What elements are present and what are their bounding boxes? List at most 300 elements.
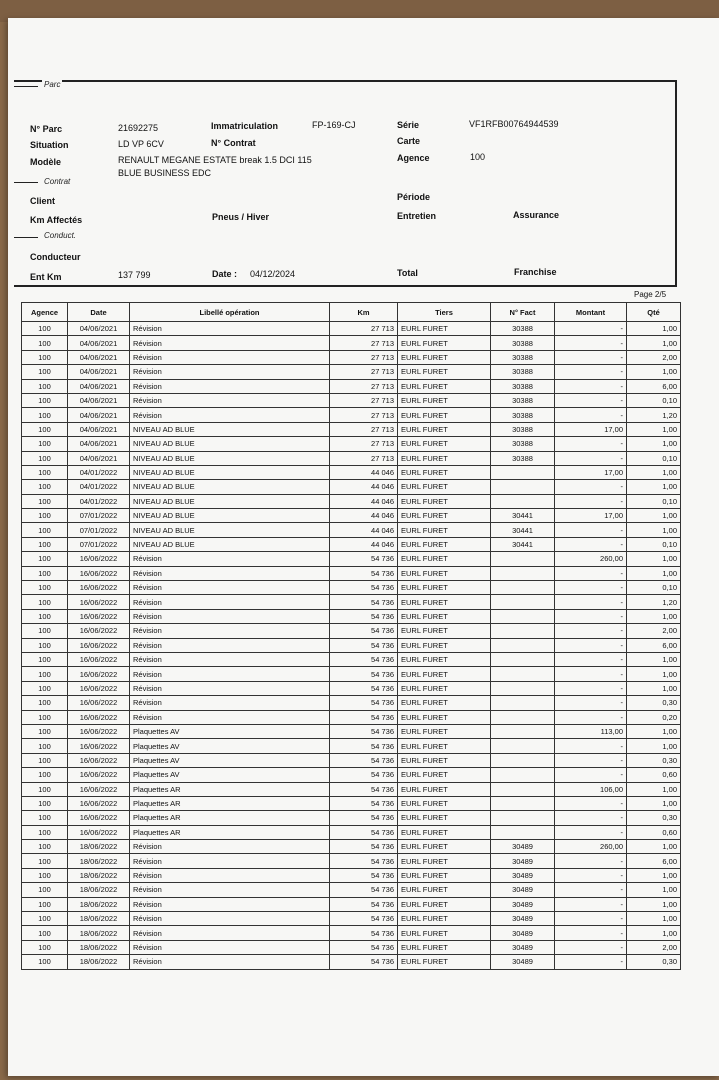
cell-montant: - xyxy=(555,796,627,810)
cell-qte: 1,00 xyxy=(627,422,681,436)
table-row xyxy=(22,595,681,609)
cell-date: 16/06/2022 xyxy=(68,811,130,825)
cell-tiers: EURL FURET xyxy=(398,940,491,954)
cell-qte: 1,00 xyxy=(627,437,681,451)
cell-agence: 100 xyxy=(22,652,68,666)
cell-tiers: EURL FURET xyxy=(398,840,491,854)
cell-montant: 17,00 xyxy=(555,465,627,479)
section-conduct-label: Conduct. xyxy=(44,231,77,240)
cell-montant: - xyxy=(555,609,627,623)
cell-tiers: EURL FURET xyxy=(398,811,491,825)
cell-qte: 2,00 xyxy=(627,624,681,638)
cell-libelle: Révision xyxy=(130,940,330,954)
cell-libelle: Révision xyxy=(130,552,330,566)
cell-libelle: Révision xyxy=(130,897,330,911)
cell-qte: 1,00 xyxy=(627,480,681,494)
client-label: Client xyxy=(30,196,56,206)
cell-qte: 2,00 xyxy=(627,350,681,364)
cell-date: 04/06/2021 xyxy=(68,393,130,407)
cell-date: 18/06/2022 xyxy=(68,883,130,897)
cell-no-fact: 30489 xyxy=(491,955,555,969)
cell-qte: 1,00 xyxy=(627,883,681,897)
cell-agence: 100 xyxy=(22,926,68,940)
cell-qte: 1,00 xyxy=(627,724,681,738)
cell-date: 04/06/2021 xyxy=(68,350,130,364)
section-conduct-line xyxy=(14,237,38,238)
cell-agence: 100 xyxy=(22,480,68,494)
cell-km: 27 713 xyxy=(330,408,398,422)
cell-libelle: NIVEAU AD BLUE xyxy=(130,537,330,551)
cell-no-fact xyxy=(491,624,555,638)
cell-km: 54 736 xyxy=(330,753,398,767)
cell-montant: - xyxy=(555,494,627,508)
cell-libelle: Révision xyxy=(130,696,330,710)
cell-montant: - xyxy=(555,912,627,926)
cell-qte: 0,10 xyxy=(627,537,681,551)
cell-no-fact xyxy=(491,796,555,810)
cell-km: 27 713 xyxy=(330,336,398,350)
cell-agence: 100 xyxy=(22,638,68,652)
col-header-montant: Montant xyxy=(555,303,627,322)
cell-montant: 113,00 xyxy=(555,724,627,738)
cell-tiers: EURL FURET xyxy=(398,437,491,451)
cell-agence: 100 xyxy=(22,365,68,379)
cell-tiers: EURL FURET xyxy=(398,322,491,336)
cell-date: 18/06/2022 xyxy=(68,926,130,940)
table-row xyxy=(22,868,681,882)
cell-tiers: EURL FURET xyxy=(398,868,491,882)
cell-no-fact xyxy=(491,782,555,796)
cell-date: 16/06/2022 xyxy=(68,624,130,638)
agence-label: Agence xyxy=(397,153,430,163)
cell-tiers: EURL FURET xyxy=(398,883,491,897)
cell-date: 16/06/2022 xyxy=(68,710,130,724)
cell-montant: - xyxy=(555,667,627,681)
cell-km: 44 046 xyxy=(330,537,398,551)
cell-no-fact xyxy=(491,768,555,782)
table-row xyxy=(22,422,681,436)
cell-montant: - xyxy=(555,638,627,652)
cell-qte: 1,20 xyxy=(627,408,681,422)
cell-date: 04/06/2021 xyxy=(68,336,130,350)
cell-no-fact xyxy=(491,566,555,580)
cell-no-fact xyxy=(491,681,555,695)
cell-agence: 100 xyxy=(22,825,68,839)
cell-km: 54 736 xyxy=(330,883,398,897)
col-header-km: Km xyxy=(330,303,398,322)
cell-libelle: Révision xyxy=(130,912,330,926)
cell-libelle: NIVEAU AD BLUE xyxy=(130,451,330,465)
cell-qte: 6,00 xyxy=(627,379,681,393)
cell-montant: - xyxy=(555,408,627,422)
cell-qte: 1,00 xyxy=(627,552,681,566)
cell-agence: 100 xyxy=(22,336,68,350)
cell-km: 27 713 xyxy=(330,350,398,364)
cell-montant: - xyxy=(555,652,627,666)
cell-km: 54 736 xyxy=(330,595,398,609)
cell-date: 16/06/2022 xyxy=(68,696,130,710)
cell-montant: 17,00 xyxy=(555,422,627,436)
cell-agence: 100 xyxy=(22,868,68,882)
cell-tiers: EURL FURET xyxy=(398,595,491,609)
cell-montant: - xyxy=(555,595,627,609)
cell-no-fact xyxy=(491,739,555,753)
date-label: Date : xyxy=(212,269,238,279)
cell-qte: 1,00 xyxy=(627,365,681,379)
cell-agence: 100 xyxy=(22,437,68,451)
cell-km: 54 736 xyxy=(330,566,398,580)
cell-libelle: NIVEAU AD BLUE xyxy=(130,509,330,523)
cell-km: 54 736 xyxy=(330,581,398,595)
cell-montant: - xyxy=(555,926,627,940)
cell-montant: - xyxy=(555,537,627,551)
cell-no-fact: 30489 xyxy=(491,868,555,882)
cell-libelle: Révision xyxy=(130,638,330,652)
cell-libelle: NIVEAU AD BLUE xyxy=(130,437,330,451)
cell-agence: 100 xyxy=(22,897,68,911)
cell-tiers: EURL FURET xyxy=(398,825,491,839)
cell-tiers: EURL FURET xyxy=(398,537,491,551)
page-number: Page 2/5 xyxy=(634,290,667,299)
cell-montant: - xyxy=(555,523,627,537)
modele-value-line1: RENAULT MEGANE ESTATE break 1.5 DCI 115 xyxy=(118,155,312,165)
franchise-label: Franchise xyxy=(514,267,557,277)
table-row xyxy=(22,624,681,638)
cell-libelle: Plaquettes AR xyxy=(130,782,330,796)
cell-montant: - xyxy=(555,825,627,839)
cell-agence: 100 xyxy=(22,811,68,825)
cell-km: 54 736 xyxy=(330,912,398,926)
cell-qte: 0,10 xyxy=(627,581,681,595)
cell-no-fact: 30388 xyxy=(491,408,555,422)
cell-montant: - xyxy=(555,868,627,882)
cell-libelle: NIVEAU AD BLUE xyxy=(130,422,330,436)
cell-km: 54 736 xyxy=(330,940,398,954)
cell-agence: 100 xyxy=(22,696,68,710)
table-row xyxy=(22,840,681,854)
pneus-hiver-label: Pneus / Hiver xyxy=(212,212,270,222)
cell-no-fact xyxy=(491,581,555,595)
serie-value: VF1RFB00764944539 xyxy=(469,119,559,129)
cell-qte: 2,00 xyxy=(627,940,681,954)
cell-tiers: EURL FURET xyxy=(398,480,491,494)
cell-tiers: EURL FURET xyxy=(398,336,491,350)
cell-qte: 1,00 xyxy=(627,465,681,479)
cell-qte: 0,20 xyxy=(627,710,681,724)
cell-date: 16/06/2022 xyxy=(68,768,130,782)
cell-no-fact xyxy=(491,667,555,681)
cell-tiers: EURL FURET xyxy=(398,782,491,796)
table-row xyxy=(22,537,681,551)
cell-montant: - xyxy=(555,883,627,897)
cell-agence: 100 xyxy=(22,465,68,479)
cell-tiers: EURL FURET xyxy=(398,739,491,753)
ent-km-label: Ent Km xyxy=(30,272,62,282)
cell-no-fact: 30441 xyxy=(491,523,555,537)
cell-qte: 1,00 xyxy=(627,509,681,523)
cell-libelle: Révision xyxy=(130,350,330,364)
cell-no-fact: 30388 xyxy=(491,437,555,451)
cell-km: 54 736 xyxy=(330,897,398,911)
cell-libelle: Révision xyxy=(130,624,330,638)
cell-date: 16/06/2022 xyxy=(68,609,130,623)
cell-montant: 260,00 xyxy=(555,840,627,854)
cell-agence: 100 xyxy=(22,581,68,595)
table-row xyxy=(22,753,681,767)
table-row xyxy=(22,696,681,710)
cell-montant: - xyxy=(555,379,627,393)
cell-qte: 1,20 xyxy=(627,595,681,609)
table-row xyxy=(22,825,681,839)
cell-agence: 100 xyxy=(22,408,68,422)
cell-libelle: Révision xyxy=(130,322,330,336)
cell-agence: 100 xyxy=(22,883,68,897)
cell-agence: 100 xyxy=(22,566,68,580)
cell-agence: 100 xyxy=(22,609,68,623)
cell-agence: 100 xyxy=(22,667,68,681)
cell-km: 44 046 xyxy=(330,494,398,508)
cell-libelle: Révision xyxy=(130,652,330,666)
table-row xyxy=(22,350,681,364)
entretien-label: Entretien xyxy=(397,211,437,221)
cell-qte: 1,00 xyxy=(627,840,681,854)
cell-km: 54 736 xyxy=(330,667,398,681)
cell-tiers: EURL FURET xyxy=(398,552,491,566)
cell-agence: 100 xyxy=(22,724,68,738)
table-row xyxy=(22,883,681,897)
cell-qte: 1,00 xyxy=(627,652,681,666)
cell-libelle: Révision xyxy=(130,365,330,379)
cell-tiers: EURL FURET xyxy=(398,581,491,595)
cell-montant: - xyxy=(555,811,627,825)
cell-agence: 100 xyxy=(22,854,68,868)
table-row xyxy=(22,437,681,451)
table-row xyxy=(22,480,681,494)
cell-no-fact: 30441 xyxy=(491,537,555,551)
immatriculation-label: Immatriculation xyxy=(211,121,279,131)
cell-km: 54 736 xyxy=(330,739,398,753)
cell-tiers: EURL FURET xyxy=(398,393,491,407)
cell-tiers: EURL FURET xyxy=(398,494,491,508)
cell-libelle: Révision xyxy=(130,609,330,623)
cell-montant: - xyxy=(555,566,627,580)
table-row xyxy=(22,451,681,465)
cell-km: 54 736 xyxy=(330,552,398,566)
cell-date: 16/06/2022 xyxy=(68,753,130,767)
cell-tiers: EURL FURET xyxy=(398,681,491,695)
cell-qte: 1,00 xyxy=(627,926,681,940)
cell-agence: 100 xyxy=(22,537,68,551)
cell-km: 44 046 xyxy=(330,523,398,537)
cell-agence: 100 xyxy=(22,940,68,954)
cell-montant: 106,00 xyxy=(555,782,627,796)
cell-montant: - xyxy=(555,581,627,595)
cell-no-fact: 30388 xyxy=(491,451,555,465)
cell-libelle: Plaquettes AV xyxy=(130,739,330,753)
cell-montant: 17,00 xyxy=(555,509,627,523)
total-label: Total xyxy=(397,268,418,278)
cell-montant: - xyxy=(555,480,627,494)
cell-libelle: Révision xyxy=(130,854,330,868)
cell-agence: 100 xyxy=(22,739,68,753)
cell-agence: 100 xyxy=(22,422,68,436)
cell-montant: - xyxy=(555,897,627,911)
cell-no-fact: 30388 xyxy=(491,336,555,350)
cell-no-fact xyxy=(491,480,555,494)
cell-montant: 260,00 xyxy=(555,552,627,566)
cell-qte: 1,00 xyxy=(627,739,681,753)
cell-libelle: Révision xyxy=(130,595,330,609)
cell-no-fact: 30441 xyxy=(491,509,555,523)
cell-km: 54 736 xyxy=(330,825,398,839)
vehicle-info-panel xyxy=(14,80,677,287)
periode-label: Période xyxy=(397,192,431,202)
cell-tiers: EURL FURET xyxy=(398,696,491,710)
cell-no-fact: 30489 xyxy=(491,854,555,868)
cell-libelle: Plaquettes AV xyxy=(130,724,330,738)
cell-km: 27 713 xyxy=(330,437,398,451)
cell-libelle: NIVEAU AD BLUE xyxy=(130,465,330,479)
km-affectes-label: Km Affectés xyxy=(30,215,83,225)
cell-date: 04/06/2021 xyxy=(68,365,130,379)
cell-tiers: EURL FURET xyxy=(398,854,491,868)
cell-tiers: EURL FURET xyxy=(398,365,491,379)
table-row xyxy=(22,912,681,926)
cell-qte: 1,00 xyxy=(627,523,681,537)
immatriculation-value: FP-169-CJ xyxy=(312,120,356,130)
cell-km: 54 736 xyxy=(330,681,398,695)
cell-no-fact xyxy=(491,724,555,738)
table-row xyxy=(22,652,681,666)
cell-tiers: EURL FURET xyxy=(398,451,491,465)
cell-tiers: EURL FURET xyxy=(398,379,491,393)
table-row xyxy=(22,667,681,681)
cell-libelle: NIVEAU AD BLUE xyxy=(130,480,330,494)
cell-km: 54 736 xyxy=(330,624,398,638)
col-header-qte: Qté xyxy=(627,303,681,322)
col-header-date: Date xyxy=(68,303,130,322)
col-header-libelle: Libellé opération xyxy=(130,303,330,322)
table-row xyxy=(22,509,681,523)
cell-libelle: NIVEAU AD BLUE xyxy=(130,523,330,537)
cell-libelle: Révision xyxy=(130,883,330,897)
cell-tiers: EURL FURET xyxy=(398,897,491,911)
cell-tiers: EURL FURET xyxy=(398,422,491,436)
cell-montant: - xyxy=(555,681,627,695)
cell-qte: 1,00 xyxy=(627,897,681,911)
table-row xyxy=(22,897,681,911)
table-row xyxy=(22,552,681,566)
cell-date: 04/06/2021 xyxy=(68,379,130,393)
cell-tiers: EURL FURET xyxy=(398,609,491,623)
cell-km: 54 736 xyxy=(330,638,398,652)
cell-km: 54 736 xyxy=(330,609,398,623)
cell-no-fact: 30489 xyxy=(491,926,555,940)
cell-date: 18/06/2022 xyxy=(68,840,130,854)
cell-qte: 1,00 xyxy=(627,681,681,695)
cell-no-fact: 30489 xyxy=(491,897,555,911)
section-parc-line xyxy=(14,86,38,87)
cell-libelle: Plaquettes AV xyxy=(130,768,330,782)
cell-km: 27 713 xyxy=(330,379,398,393)
ent-km-value: 137 799 xyxy=(118,270,151,280)
cell-libelle: Révision xyxy=(130,710,330,724)
cell-montant: - xyxy=(555,624,627,638)
cell-montant: - xyxy=(555,768,627,782)
table-row xyxy=(22,365,681,379)
cell-qte: 1,00 xyxy=(627,336,681,350)
cell-agence: 100 xyxy=(22,494,68,508)
section-parc-label: Parc xyxy=(44,80,61,89)
cell-date: 16/06/2022 xyxy=(68,825,130,839)
cell-libelle: Révision xyxy=(130,926,330,940)
cell-date: 04/06/2021 xyxy=(68,422,130,436)
table-row xyxy=(22,854,681,868)
cell-km: 54 736 xyxy=(330,868,398,882)
cell-qte: 1,00 xyxy=(627,782,681,796)
cell-libelle: Révision xyxy=(130,667,330,681)
cell-date: 18/06/2022 xyxy=(68,854,130,868)
cell-tiers: EURL FURET xyxy=(398,465,491,479)
cell-agence: 100 xyxy=(22,796,68,810)
cell-libelle: Révision xyxy=(130,840,330,854)
cell-km: 54 736 xyxy=(330,796,398,810)
cell-tiers: EURL FURET xyxy=(398,566,491,580)
cell-qte: 1,00 xyxy=(627,912,681,926)
cell-km: 54 736 xyxy=(330,955,398,969)
table-row xyxy=(22,609,681,623)
situation-value: LD VP 6CV xyxy=(118,139,164,149)
cell-km: 27 713 xyxy=(330,422,398,436)
cell-km: 27 713 xyxy=(330,393,398,407)
cell-qte: 0,60 xyxy=(627,825,681,839)
table-row xyxy=(22,408,681,422)
cell-date: 16/06/2022 xyxy=(68,681,130,695)
table-row xyxy=(22,681,681,695)
col-header-tiers: Tiers xyxy=(398,303,491,322)
cell-date: 16/06/2022 xyxy=(68,782,130,796)
cell-montant: - xyxy=(555,451,627,465)
cell-km: 54 736 xyxy=(330,782,398,796)
cell-no-fact: 30489 xyxy=(491,940,555,954)
cell-agence: 100 xyxy=(22,912,68,926)
cell-tiers: EURL FURET xyxy=(398,724,491,738)
cell-qte: 0,10 xyxy=(627,393,681,407)
cell-date: 16/06/2022 xyxy=(68,724,130,738)
cell-date: 04/06/2021 xyxy=(68,437,130,451)
cell-date: 04/06/2021 xyxy=(68,451,130,465)
cell-montant: - xyxy=(555,365,627,379)
table-row xyxy=(22,926,681,940)
cell-date: 16/06/2022 xyxy=(68,739,130,753)
cell-km: 54 736 xyxy=(330,840,398,854)
cell-no-fact xyxy=(491,825,555,839)
cell-qte: 0,30 xyxy=(627,696,681,710)
cell-tiers: EURL FURET xyxy=(398,408,491,422)
cell-tiers: EURL FURET xyxy=(398,624,491,638)
cell-libelle: Plaquettes AV xyxy=(130,753,330,767)
cell-agence: 100 xyxy=(22,350,68,364)
cell-libelle: Révision xyxy=(130,379,330,393)
cell-agence: 100 xyxy=(22,393,68,407)
cell-km: 27 713 xyxy=(330,322,398,336)
col-header-agence: Agence xyxy=(22,303,68,322)
cell-montant: - xyxy=(555,437,627,451)
cell-no-fact xyxy=(491,595,555,609)
cell-agence: 100 xyxy=(22,451,68,465)
cell-date: 16/06/2022 xyxy=(68,667,130,681)
cell-montant: - xyxy=(555,710,627,724)
